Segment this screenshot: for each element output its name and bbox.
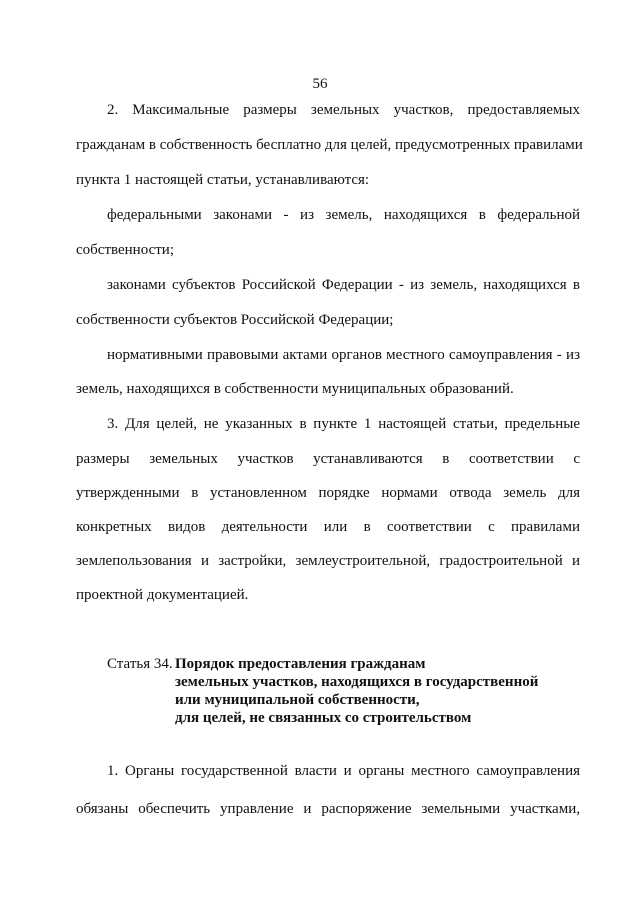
article-title-line-1: Порядок предоставления гражданам — [175, 656, 426, 672]
item-subjects-line-2: собственности субъектов Российской Федерации; — [76, 312, 394, 328]
article-title-line-2: земельных участков, находящихся в государственной — [175, 674, 539, 690]
paragraph-2-line-2: гражданам в собственность бесплатно для целей, предусмотренных правилами — [76, 137, 583, 153]
article-title-line-4: для целей, не связанных со строительством — [175, 710, 472, 726]
paragraph-1-line-2: обязаны обеспечить управление и распоряжение земельными участками, — [76, 801, 580, 817]
paragraph-3-line-5: землепользования и застройки, землеустроительной, градостроительной и — [76, 553, 580, 569]
item-subjects-line-1: законами субъектов Российской Федерации - из земель, находящихся в — [107, 277, 580, 293]
paragraph-1-line-1: 1. Органы государственной власти и органы местного самоуправления — [107, 763, 580, 779]
paragraph-3-line-6: проектной документацией. — [76, 587, 249, 603]
paragraph-2-line-1: 2. Максимальные размеры земельных участков, предоставляемых — [107, 102, 580, 118]
paragraph-2-line-3: пункта 1 настоящей статьи, устанавливаются: — [76, 172, 370, 188]
article-title-line-3: или муниципальной собственности, — [175, 692, 420, 708]
paragraph-3-line-4: конкретных видов деятельности или в соответствии с правилами — [76, 519, 580, 535]
item-federal-line-2: собственности; — [76, 242, 174, 258]
item-municipal-line-2: земель, находящихся в собственности муниципальных образований. — [76, 381, 514, 397]
page-number: 56 — [312, 76, 328, 92]
item-federal-line-1: федеральными законами - из земель, находящихся в федеральной — [107, 207, 580, 223]
paragraph-3-line-1: 3. Для целей, не указанных в пункте 1 настоящей статьи, предельные — [107, 416, 580, 432]
article-label: Статья 34. — [107, 656, 173, 672]
paragraph-3-line-3: утвержденными в установленном порядке нормами отвода земель для — [76, 485, 580, 501]
paragraph-3-line-2: размеры земельных участков устанавливаются в соответствии с — [76, 451, 580, 467]
item-municipal-line-1: нормативными правовыми актами органов местного самоуправления - из — [107, 347, 580, 363]
